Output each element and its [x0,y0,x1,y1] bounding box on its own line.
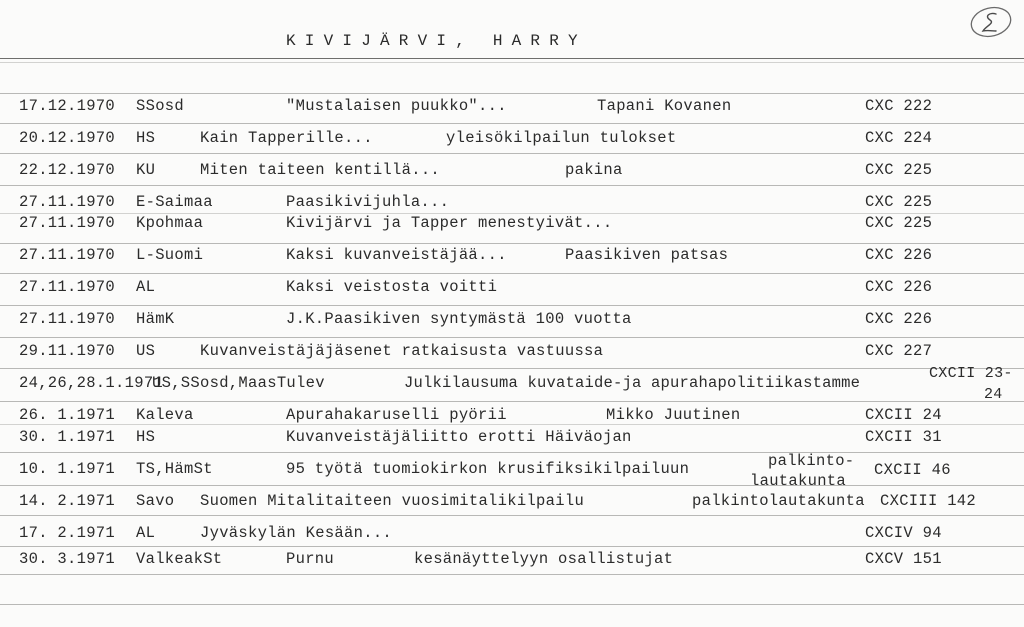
entry-ref: CXC 226 [865,278,933,296]
entry-source: HämK [136,310,175,328]
entry-ref: CXC 226 [865,246,933,264]
entry-note: kesänäyttelyyn osallistujat [414,550,674,568]
entry-date: 17.12.1970 [19,97,116,115]
rule [0,604,1024,605]
entry-note-continuation: lautakunta [750,472,847,490]
entry-source: Kaleva [136,406,194,424]
entry-source: E-Saimaa [136,193,213,211]
entry-ref: CXCII 24 [865,406,942,424]
entry-source: US [136,342,156,360]
rule [0,243,1024,244]
entry-title: Paasikivijuhla... [286,193,450,211]
header-rule [0,58,1024,59]
entry-ref: CXC 224 [865,129,933,147]
entry-date: 22.12.1970 [19,161,116,179]
rule [0,368,1024,369]
entry-ref: CXC 222 [865,97,933,115]
rule [0,485,1024,486]
rule [0,401,1024,402]
entry-title: J.K.Paasikiven syntymästä 100 vuotta [286,310,632,328]
entry-date: 27.11.1970 [19,278,116,296]
entry-date: 29.11.1970 [19,342,116,360]
entry-ref: CXCII 31 [865,428,942,446]
entry-date: 27.11.1970 [19,214,116,232]
rule [0,546,1024,547]
rule [0,424,1024,425]
entry-date: 10. 1.1971 [19,460,116,478]
entry-note: palkintolautakunta [692,492,865,510]
rule [0,574,1024,575]
entry-ref-continuation: 24 [984,386,1003,403]
entry-date: 17. 2.1971 [19,524,116,542]
entry-source: HS [136,428,156,446]
entry-ref: CXCV 151 [865,550,942,568]
entry-date: 27.11.1970 [19,310,116,328]
entry-title: "Mustalaisen puukko"... [286,97,507,115]
entry-note: Tapani Kovanen [597,97,732,115]
entry-ref: CXCIV 94 [865,524,942,542]
card-title: KIVIJÄRVI, HARRY [286,32,587,50]
entry-title: Kaksi kuvanveistäjää... [286,246,507,264]
rule [0,452,1024,453]
rule [0,273,1024,274]
entry-ref: CXCII 46 [874,461,951,479]
entry-ref: CXC 225 [865,193,933,211]
entry-title: Kain Tapperille... [200,129,373,147]
entry-date: 26. 1.1971 [19,406,116,424]
entry-title: Jyväskylän Kesään... [200,524,393,542]
entry-title: Miten taiteen kentillä... [200,161,441,179]
entry-date: 20.12.1970 [19,129,116,147]
entry-date: 27.11.1970 [19,193,116,211]
rule [0,515,1024,516]
entry-ref: CXCIII 142 [880,492,977,510]
entry-date: 24,26,28.1.1971 [19,374,164,392]
entry-ref: CXC 225 [865,161,933,179]
entry-date: 30. 1.1971 [19,428,116,446]
entry-title: Purnu [286,550,335,568]
entry-title: 95 työtä tuomiokirkon krusifiksikilpailuun [286,460,690,478]
rule [0,93,1024,94]
entry-note: Mikko Juutinen [606,406,741,424]
entry-source: Savo [136,492,175,510]
handwritten-card-number [968,4,1014,40]
entry-source: TS,HämSt [136,460,213,478]
entry-title: Suomen Mitalitaiteen vuosimitalikilpailu [200,492,585,510]
entry-note: yleisökilpailun tulokset [446,129,677,147]
entry-title: Kuvanveistäjäliitto erotti Häiväojan [286,428,632,446]
entry-source: US,SSosd,MaasTulev [152,374,325,392]
entry-source: ValkeakSt [136,550,223,568]
entry-source: HS [136,129,156,147]
rule [0,185,1024,186]
entry-title: Kuvanveistäjäjäsenet ratkaisusta vastuussa [200,342,604,360]
entry-title: Apurahakaruselli pyörii [286,406,507,424]
entry-date: 30. 3.1971 [19,550,116,568]
entry-title: Kaksi veistosta voitti [286,278,498,296]
rule [0,305,1024,306]
entry-ref: CXC 225 [865,214,933,232]
entry-title: Kivijärvi ja Tapper menestyivät... [286,214,613,232]
rule [0,123,1024,124]
entry-date: 14. 2.1971 [19,492,116,510]
entry-ref: CXCII 23- [929,365,1013,382]
rule [0,62,1024,63]
entry-date: 27.11.1970 [19,246,116,264]
entry-ref: CXC 226 [865,310,933,328]
entry-note: Paasikiven patsas [565,246,729,264]
entry-source: AL [136,278,156,296]
rule [0,153,1024,154]
entry-ref: CXC 227 [865,342,933,360]
entry-source: L-Suomi [136,246,204,264]
entry-source: KU [136,161,156,179]
entry-note: pakina [565,161,623,179]
rule [0,337,1024,338]
entry-source: Kpohmaa [136,214,204,232]
entry-title: Julkilausuma kuvataide-ja apurahapolitiikastamme [404,374,861,392]
entry-note: palkinto- [768,452,855,470]
entry-source: SSosd [136,97,185,115]
entry-source: AL [136,524,156,542]
